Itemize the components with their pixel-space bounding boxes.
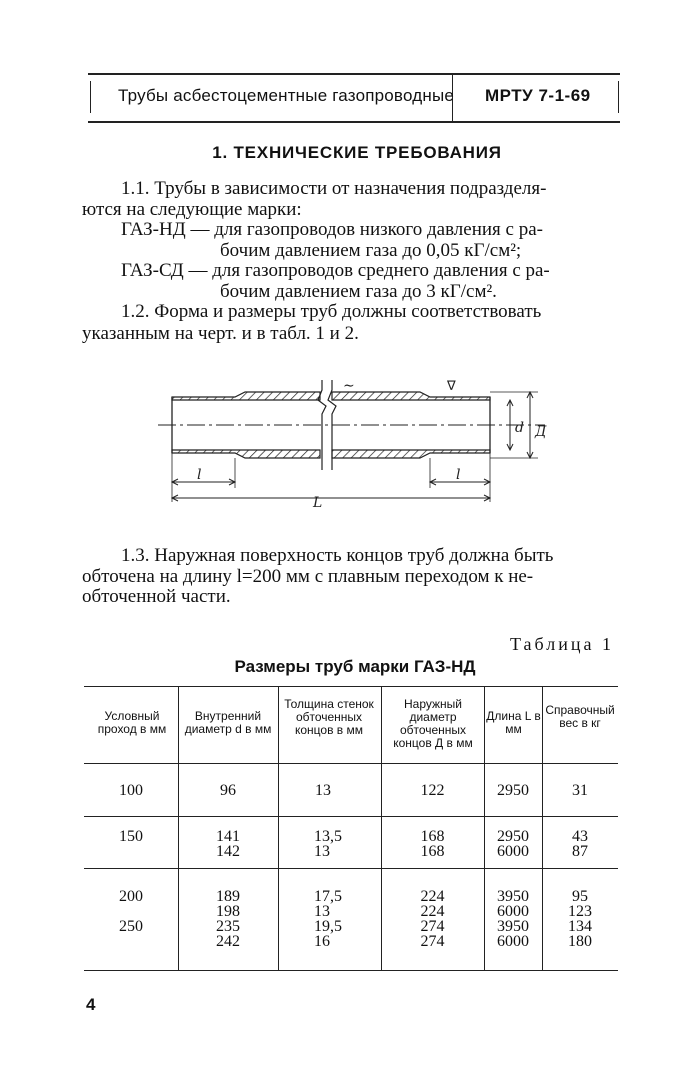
- table-top-rule: [84, 686, 618, 687]
- pipe-drawing: [150, 370, 560, 510]
- dimension-d-label: d: [515, 420, 524, 436]
- paragraph-1-3-line3: обточенной части.: [82, 586, 231, 607]
- th-weight: Справочный вес в кг: [545, 703, 615, 730]
- pipe-wall-top-left: [172, 392, 320, 400]
- header-top-rule: [88, 73, 620, 75]
- mark-sd-line1: ГАЗ-СД — для газопроводов среднего давления с ра-: [121, 260, 550, 281]
- paragraph-1-1-line1: 1.1. Трубы в зависимости от назначения подразделя-: [121, 178, 547, 199]
- table-cell: 200 250: [119, 888, 143, 935]
- surface-symbol: ∼: [343, 378, 355, 394]
- header-left-rule: [90, 81, 91, 113]
- th-wall-thickness: Толщина стенок обточенных концов в мм: [284, 697, 374, 737]
- table-cell: 95 123 134 180: [568, 888, 592, 950]
- header-bottom-rule: [88, 121, 620, 123]
- table-cell: 224 224 274 274: [420, 888, 445, 950]
- page-number: 4: [86, 995, 96, 1014]
- dimension-D-label: Д: [535, 424, 547, 440]
- table-cell: 168 168: [420, 828, 445, 860]
- finish-symbol: ∇: [447, 379, 456, 394]
- pipe-wall-top-right: [332, 392, 490, 400]
- table-header-rule: [84, 763, 618, 764]
- table-cell: 2950 6000: [497, 828, 529, 860]
- table-cell: 13,5 13: [314, 828, 342, 860]
- header-title: Трубы асбестоцементные газопроводные: [118, 86, 455, 105]
- mark-nd-line1: ГАЗ-НД — для газопроводов низкого давления с ра-: [121, 219, 543, 240]
- header-right-rule: [618, 81, 619, 113]
- mark-sd-line2: бочим давлением газа до 3 кГ/см².: [220, 281, 497, 302]
- dimension-L-label: L: [313, 495, 323, 510]
- table-caption: Таблица 1: [510, 634, 614, 654]
- mark-nd-line2: бочим давлением газа до 0,05 кГ/см²;: [220, 240, 522, 261]
- table-cell: 43 87: [572, 828, 588, 860]
- table-cell: 189 198 235 242: [216, 888, 240, 950]
- table-cell: 31: [572, 782, 588, 799]
- paragraph-1-1-line2: ются на следующие марки:: [82, 199, 302, 220]
- table-cell: 150: [119, 828, 143, 845]
- dimension-l-left-label: l: [197, 467, 202, 483]
- th-nominal-bore: Условный проход в мм: [97, 709, 167, 736]
- paragraph-1-2-line1: 1.2. Форма и размеры труб должны соответствовать: [121, 301, 542, 322]
- table-title: Размеры труб марки ГАЗ-НД: [234, 657, 476, 676]
- table-group-rule-2: [84, 868, 618, 869]
- table-bottom-rule: [84, 970, 618, 971]
- dimension-l-right-label: l: [456, 467, 461, 483]
- header-code: МРТУ 7-1-69: [485, 86, 591, 105]
- paragraph-1-3-line2: обточена на длину l=200 мм с плавным переходом к не-: [82, 566, 534, 587]
- table-cell: 100: [119, 782, 143, 799]
- pipe-wall-bottom-left: [172, 450, 320, 458]
- paragraph-1-2-line2: указанным на черт. и в табл. 1 и 2.: [82, 323, 359, 344]
- th-length: Длина L в мм: [486, 709, 541, 736]
- section-title: 1. ТЕХНИЧЕСКИЕ ТРЕБОВАНИЯ: [212, 143, 502, 162]
- pipe-wall-bottom-right: [332, 450, 490, 458]
- th-outer-diameter: Наружный диаметр обточенных концов Д в мм: [393, 697, 473, 750]
- th-inner-diameter: Внутренний диаметр d в мм: [184, 709, 272, 736]
- paragraph-1-3-line1: 1.3. Наружная поверхность концов труб должна быть: [121, 545, 554, 566]
- table-cell: 13: [315, 782, 331, 799]
- table-group-rule-1: [84, 816, 618, 817]
- table-cell: 141 142: [216, 828, 240, 860]
- table-cell: 122: [420, 782, 445, 799]
- table-cell: 96: [220, 782, 236, 799]
- table-cell: 17,5 13 19,5 16: [314, 888, 342, 950]
- table-cell: 2950: [497, 782, 529, 799]
- table-cell: 3950 6000 3950 6000: [497, 888, 529, 950]
